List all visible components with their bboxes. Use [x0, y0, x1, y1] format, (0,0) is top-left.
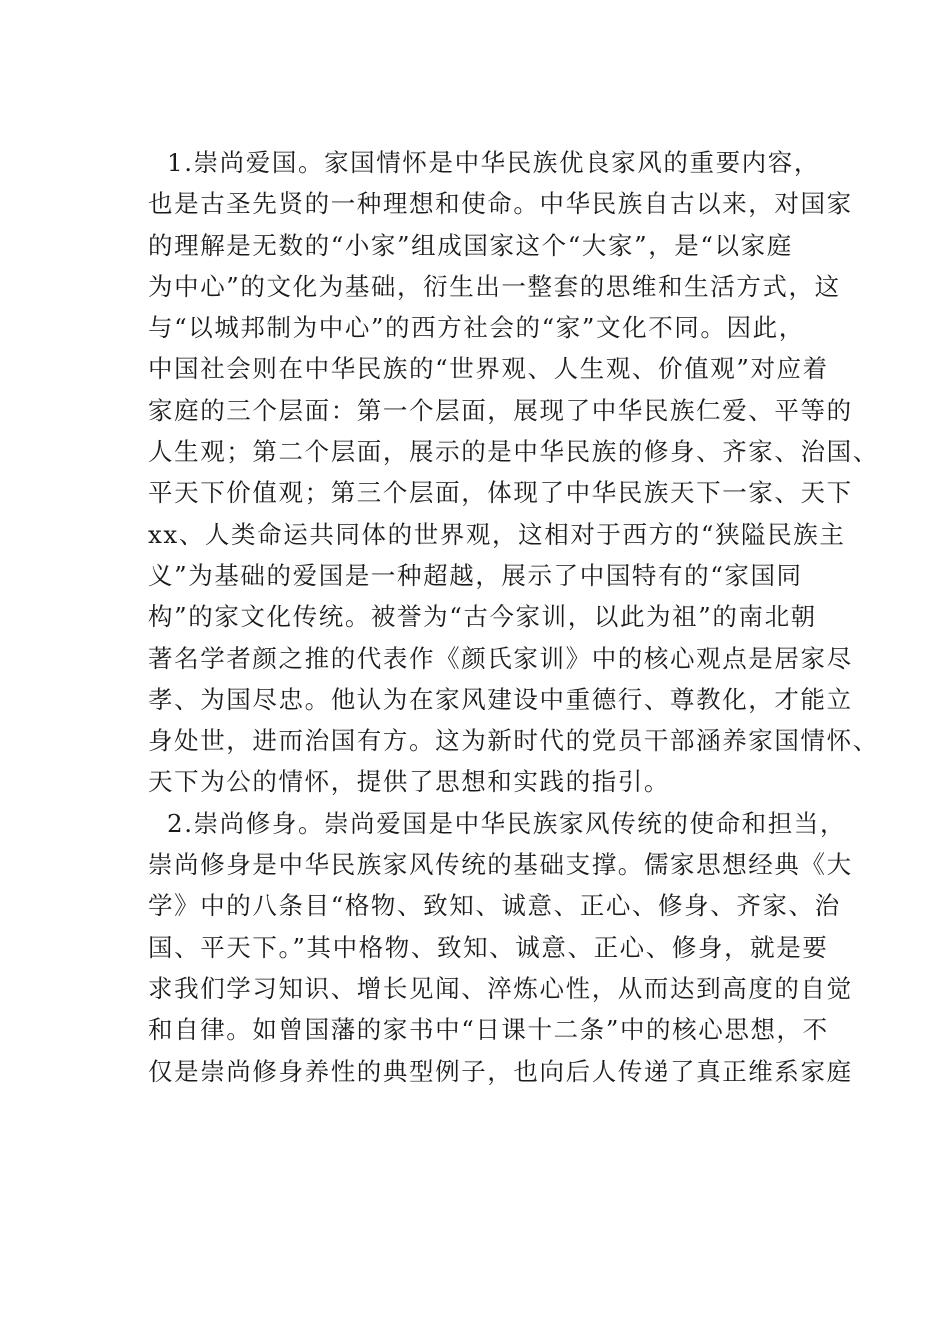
paragraph-1-line-5: 与“以城邦制为中心”的西方社会的“家”文化不同。因此，: [148, 313, 805, 343]
paragraph-1-line-3: 的理解是无数的“小家”组成国家这个“大家”，是“以家庭: [148, 230, 793, 260]
paragraph-1-line-16: 天下为公的情怀，提供了思想和实践的指引。: [148, 767, 670, 797]
paragraph-1-line-6: 中国社会则在中华民族的“世界观、人生观、价值观”对应着: [148, 354, 829, 384]
paragraph-1-line-1: 1.崇尚爱国。家国情怀是中华民族优良家风的重要内容，: [167, 148, 820, 177]
paragraph-1-line-7: 家庭的三个层面：第一个层面，展现了中华民族仁爱、平等的: [148, 395, 853, 425]
paragraph-1-line-2: 也是古圣先贤的一种理想和使命。中华民族自古以来，对国家: [148, 189, 853, 219]
paragraph-2-line-5: 求我们学习知识、增长见闻、淬炼心性，从而达到高度的自觉: [148, 973, 853, 1003]
paragraph-1-line-12: 构”的家文化传统。被誉为“古今家训，以此为祖”的南北朝: [148, 602, 817, 632]
paragraph-1-line-8: 人生观；第二个层面，展示的是中华民族的修身、齐家、治国、: [148, 437, 879, 467]
paragraph-1-line-4: 为中心”的文化为基础，衍生出一整套的思维和生活方式，这: [148, 271, 841, 301]
paragraph-2-line-4: 国、平天下。”其中格物、致知、诚意、正心、修身，就是要: [148, 932, 829, 962]
paragraph-2-line-7: 仅是崇尚修身养性的典型例子，也向后人传递了真正维系家庭: [148, 1056, 853, 1086]
paragraph-1-line-10: xx、人类命运共同体的世界观，这相对于西方的“狭隘民族主: [148, 519, 846, 549]
paragraph-1-line-9: 平天下价值观；第三个层面，体现了中华民族天下一家、天下: [148, 478, 853, 508]
paragraph-2-line-1: 2.崇尚修身。崇尚爱国是中华民族家风传统的使命和担当，: [167, 808, 847, 838]
paragraph-1-line-14: 孝、为国尽忠。他认为在家风建设中重德行、尊教化，才能立: [148, 684, 853, 714]
paragraph-2-line-6: 和自律。如曾国藩的家书中“日课十二条”中的核心思想，不: [148, 1015, 829, 1045]
paragraph-1-line-15: 身处世，进而治国有方。这为新时代的党员干部涵养家国情怀、: [148, 726, 879, 756]
body-text: [148, 142, 879, 1092]
paragraph-2-line-3: 学》中的八条目“格物、致知、诚意、正心、修身、齐家、治: [148, 891, 841, 921]
paragraph-1-line-11: 义”为基础的爱国是一种超越，展示了中国特有的“家国同: [148, 560, 803, 590]
paragraph-2-line-2: 崇尚修身是中华民族家风传统的基础支撑。儒家思想经典《大: [148, 850, 853, 880]
paragraph-1-line-13: 著名学者颜之推的代表作《颜氏家训》中的核心观点是居家尽: [148, 643, 853, 673]
